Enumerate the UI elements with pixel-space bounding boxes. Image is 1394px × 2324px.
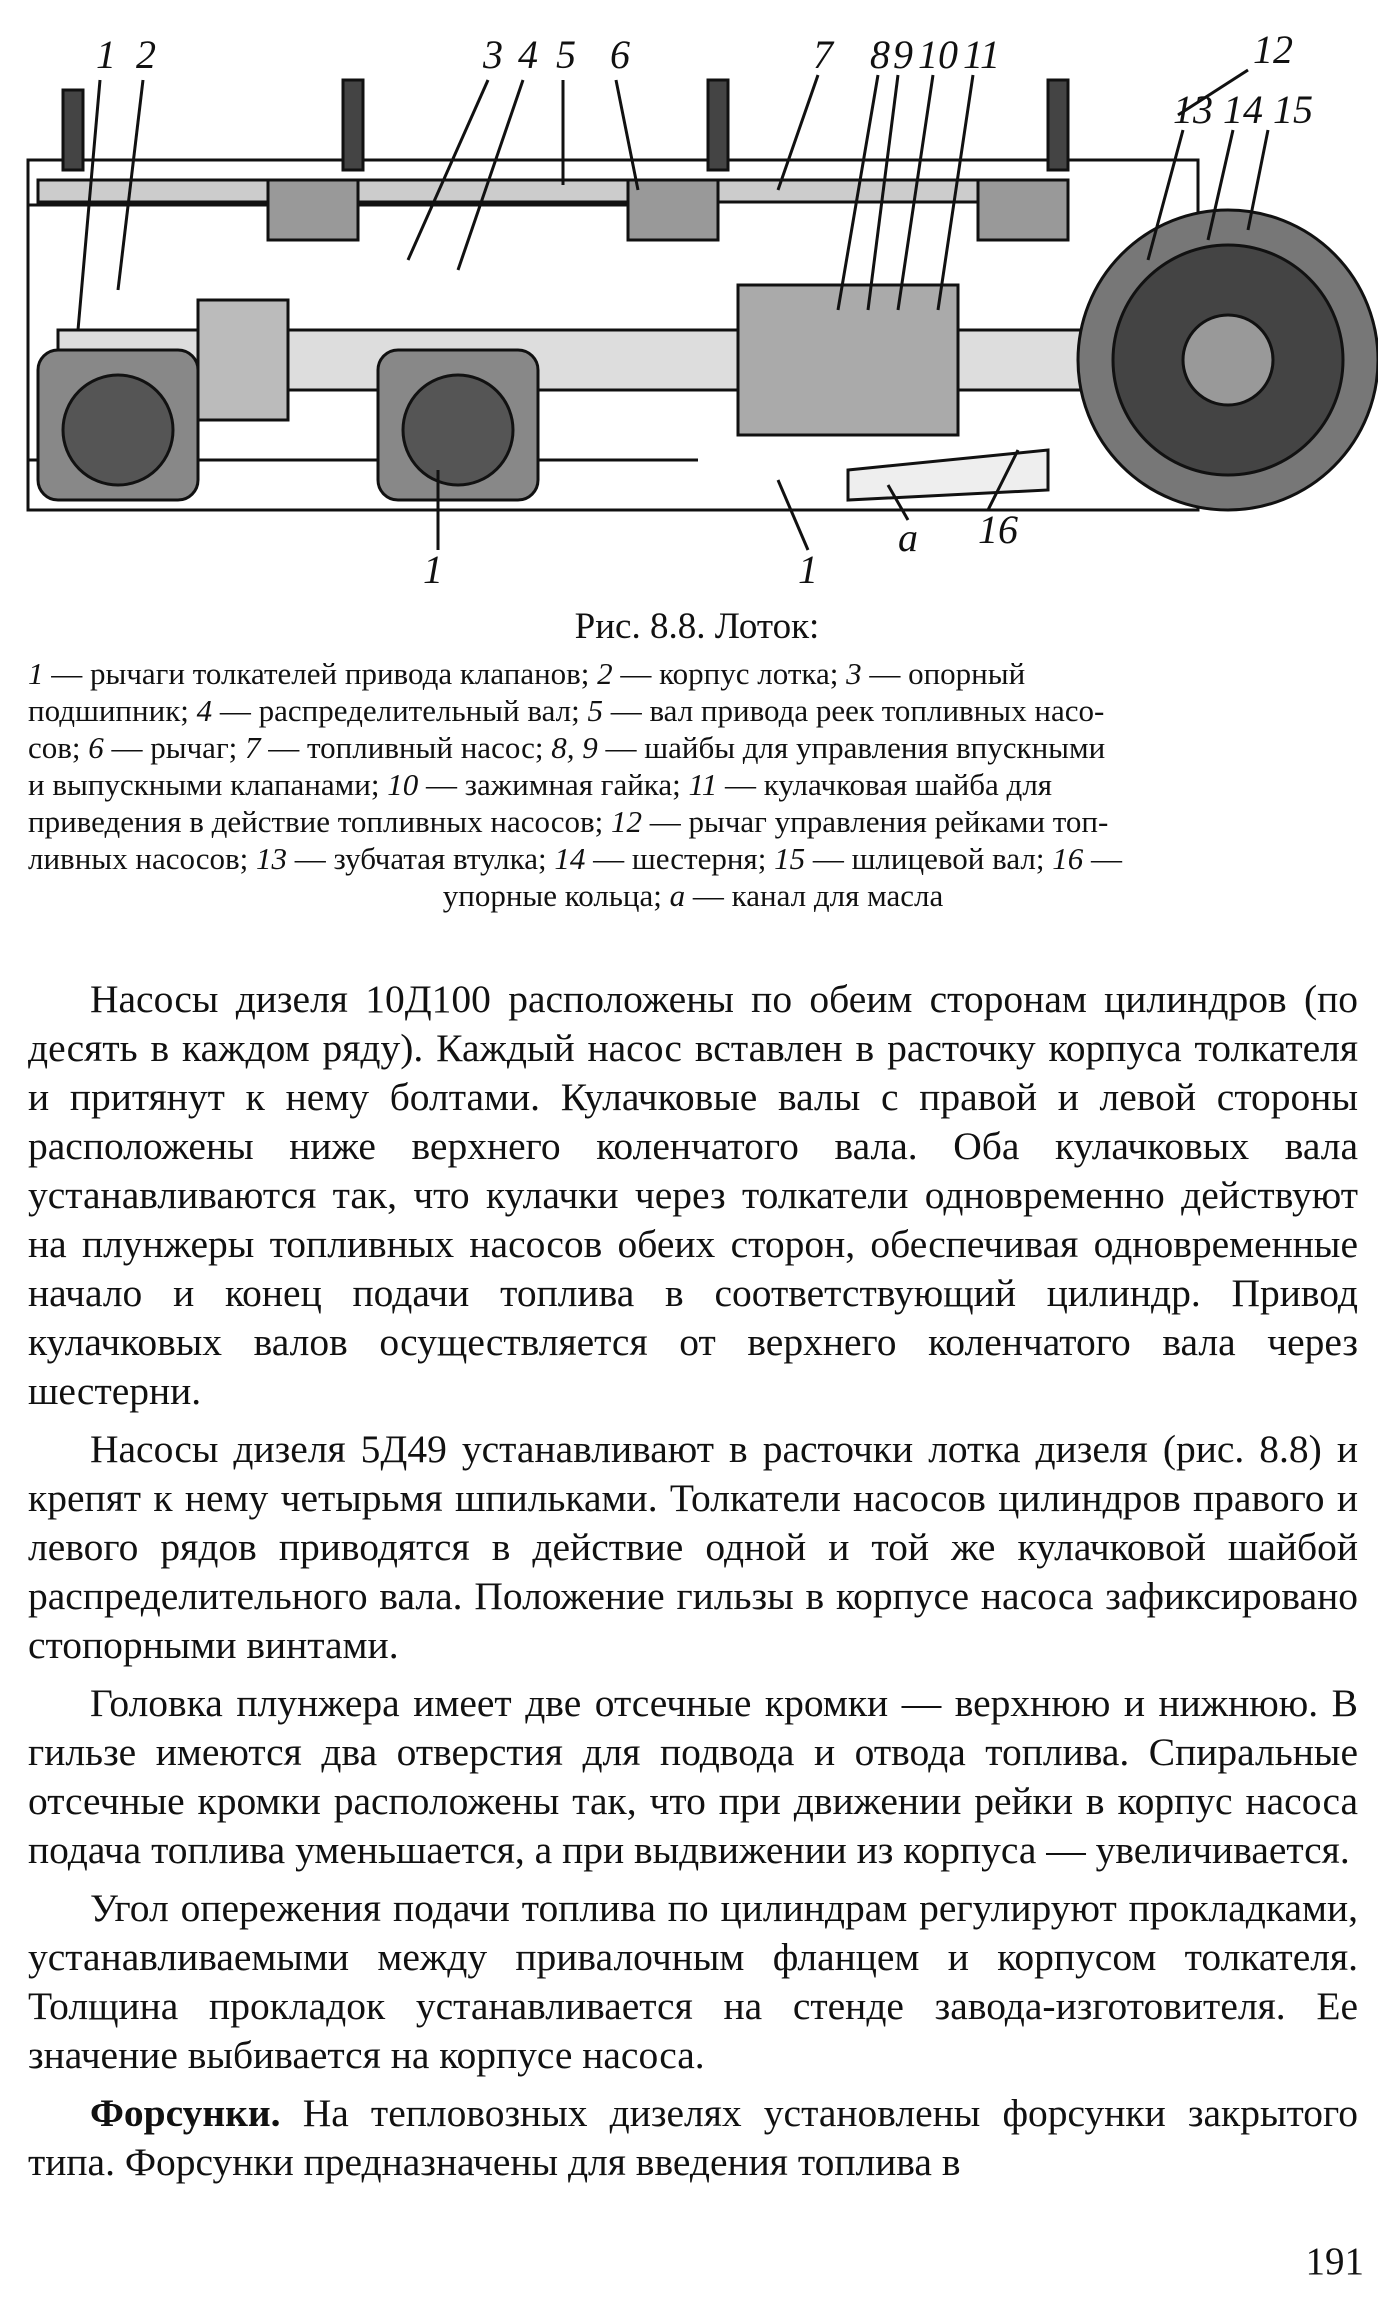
paragraph: Головка плунжера имеет две отсечные кромки — верхнюю и нижнюю. В гильзе имеются два отверстия для подвода и отвода топлива. Спиральные отсечные кромки расположены так, что при движении рейки в корпус насоса подача топлива уменьшается, а при выдвижении из корпуса — увеличивается.: [28, 1681, 1358, 1872]
legend-number: 3: [846, 656, 862, 691]
callout-15: 15: [1273, 87, 1313, 132]
legend-number: 6: [88, 730, 104, 765]
page-number: 191: [1305, 2240, 1364, 2283]
callout-14: 14: [1223, 87, 1263, 132]
legend-text: — опорный: [861, 656, 1026, 691]
legend-number: 5: [587, 693, 603, 728]
legend-text: и выпускными клапанами;: [28, 767, 388, 802]
callout-1-bottom-left: 1: [423, 547, 443, 592]
callout-2: 2: [136, 32, 156, 77]
paragraph: Угол опережения подачи топлива по цилиндрам регулируют прокладками, устанавливаемыми между привалочным фланцем и корпусом толкателя. Толщина прокладок устанавливается на стенде завода-изготовителя. Ее значение выбивается на корпусе насоса.: [28, 1886, 1358, 2077]
callout-13: 13: [1173, 87, 1213, 132]
legend-number: 10: [387, 767, 419, 802]
legend-text: — зажимная гайка;: [418, 767, 689, 802]
legend-line: [28, 655, 1358, 692]
paragraph: Насосы дизеля 10Д100 расположены по обеим сторонам цилиндров (по десять в каждом ряду). Каждый насос вставлен в расточку корпуса толкателя и притянут к нему болтами. Кулачковые валы с правой и левой стороны расположены ниже верхнего коленчатого вала. Оба кулачковых вала устанавливаются так, что кулачки через толкатели одновременно действуют на плунжеры топливных насосов обеих сторон, обеспечивая одновременные начало и конец подачи топлива в соответствующий цилиндр. Привод кулачковых валов осуществляется от верхнего коленчатого вала через шестерни.: [28, 977, 1358, 1413]
callout-a: а: [898, 515, 918, 560]
paragraph: Насосы дизеля 5Д49 устанавливают в расточки лотка дизеля (рис. 8.8) и крепят к нему четырьмя шпильками. Толкатели насосов цилиндров правого и левого рядов приводятся в действие одной и той же кулачковой шайбой распределительного вала. Положение гильзы в корпусе насоса зафиксировано стопорными винтами.: [28, 1427, 1358, 1667]
legend-text: — зубчатая втулка;: [287, 841, 555, 876]
legend-text: — вал привода реек топливных насо-: [602, 693, 1105, 728]
figure-fuel-tray: [18, 27, 1378, 600]
legend-number: 15: [774, 841, 806, 876]
legend-text: сов;: [28, 730, 89, 765]
callout-16: 16: [978, 507, 1018, 552]
figure-caption: Рис. 8.8. Лоток:: [574, 606, 820, 647]
legend-line: [28, 692, 1358, 729]
callout-1-bottom-right: 1: [798, 547, 818, 592]
body-text: [28, 975, 1358, 2196]
legend-line: [28, 729, 1358, 766]
legend-number: 2: [597, 656, 613, 691]
paragraph-injectors: [28, 2089, 1358, 2187]
callout-8: 8: [870, 32, 890, 77]
legend-number: 8, 9: [551, 730, 598, 765]
legend-number: а: [669, 878, 686, 913]
legend-text: — корпус лотка;: [612, 656, 847, 691]
callout-10: 10: [918, 32, 958, 77]
legend-number: 1: [28, 656, 44, 691]
legend-text: — кулачковая шайба для: [717, 767, 1053, 802]
legend-number: 13: [256, 841, 288, 876]
callout-3: 3: [483, 32, 503, 77]
section-lead-bold: Форсунки.: [90, 2091, 281, 2135]
legend-text: — шестерня;: [585, 841, 775, 876]
callout-4: 4: [518, 32, 538, 77]
figure-legend: [28, 655, 1358, 914]
legend-text: — распределительный вал;: [212, 693, 588, 728]
legend-text: подшипник;: [28, 693, 197, 728]
legend-text: — рычаг;: [103, 730, 246, 765]
callout-5: 5: [556, 32, 576, 77]
legend-text: — шайбы для управления впускными: [597, 730, 1106, 765]
legend-text: — топливный насос;: [260, 730, 552, 765]
legend-number: 16: [1052, 841, 1084, 876]
callout-11: 11: [963, 32, 1001, 77]
legend-text: —: [1083, 841, 1122, 876]
legend-text: упорные кольца;: [442, 878, 670, 913]
callout-6: 6: [610, 32, 630, 77]
callout-1: 1: [96, 32, 116, 77]
callout-12: 12: [1253, 27, 1293, 72]
legend-line: [28, 766, 1358, 803]
legend-number: 11: [688, 767, 718, 802]
legend-text: — рычаг управления рейками топ-: [642, 804, 1109, 839]
legend-line: [28, 877, 1358, 914]
legend-text: приведения в действие топливных насосов;: [28, 804, 611, 839]
legend-text: ливных насосов;: [28, 841, 257, 876]
legend-number: 4: [196, 693, 213, 728]
legend-number: 14: [554, 841, 586, 876]
callout-7: 7: [813, 32, 833, 77]
callout-9: 9: [893, 32, 913, 77]
legend-text: — канал для масла: [685, 878, 944, 913]
legend-number: 12: [611, 804, 642, 839]
legend-line: [28, 803, 1358, 840]
paragraph-text: На тепловозных дизелях установлены форсунки закрытого типа. Форсунки предназначены для введения топлива в: [28, 2091, 1358, 2184]
legend-line: [28, 840, 1358, 877]
legend-text: — рычаги толкателей привода клапанов;: [43, 656, 598, 691]
legend-number: 7: [245, 730, 261, 765]
legend-text: — шлицевой вал;: [805, 841, 1053, 876]
